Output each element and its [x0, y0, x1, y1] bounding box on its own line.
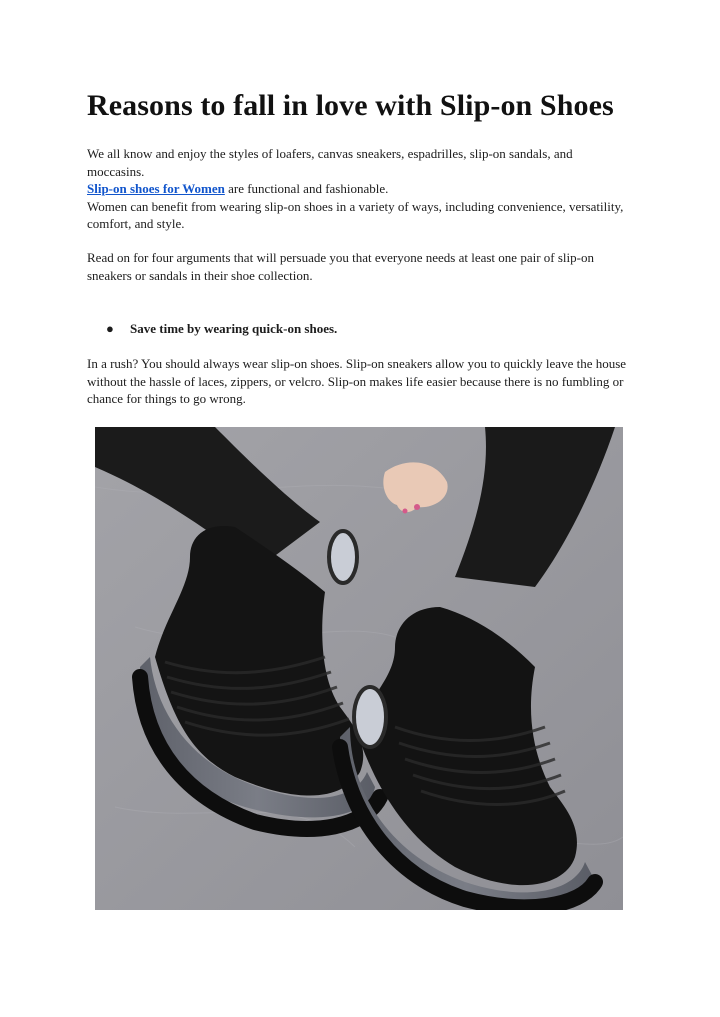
- intro-link-tail: are functional and fashionable.: [224, 181, 389, 196]
- benefits-text: Women can benefit from wearing slip-on shoes in a variety of ways, including convenience, versatility, comfort, and style.: [87, 198, 624, 231]
- page-title: Reasons to fall in love with Slip-on Shoes: [87, 89, 614, 122]
- intro-text: We all know and enjoy the styles of loafers, canvas sneakers, espadrilles, slip-on sandals, and moccasins.: [87, 146, 573, 179]
- bullet-item: [106, 320, 337, 338]
- slip-on-shoes-link[interactable]: Slip-on shoes for Women: [87, 181, 225, 196]
- bullet-heading: Save time by wearing quick-on shoes.: [130, 321, 338, 336]
- slip-on-shoes-image: [95, 427, 623, 910]
- rush-paragraph: In a rush? You should always wear slip-on shoes. Slip-on sneakers allow you to quickly leave the house without the hassle of laces, zippers, or velcro. Slip-on makes life easier because there is no fumbling or chance for things to go wrong.: [87, 356, 627, 406]
- shoe-photo: [95, 427, 623, 910]
- intro-paragraph: [87, 145, 627, 233]
- bullet-dot-icon: ●: [106, 321, 114, 336]
- read-on-paragraph: Read on for four arguments that will persuade you that everyone needs at least one pair of slip-on sneakers or sandals in their shoe collection.: [87, 250, 594, 283]
